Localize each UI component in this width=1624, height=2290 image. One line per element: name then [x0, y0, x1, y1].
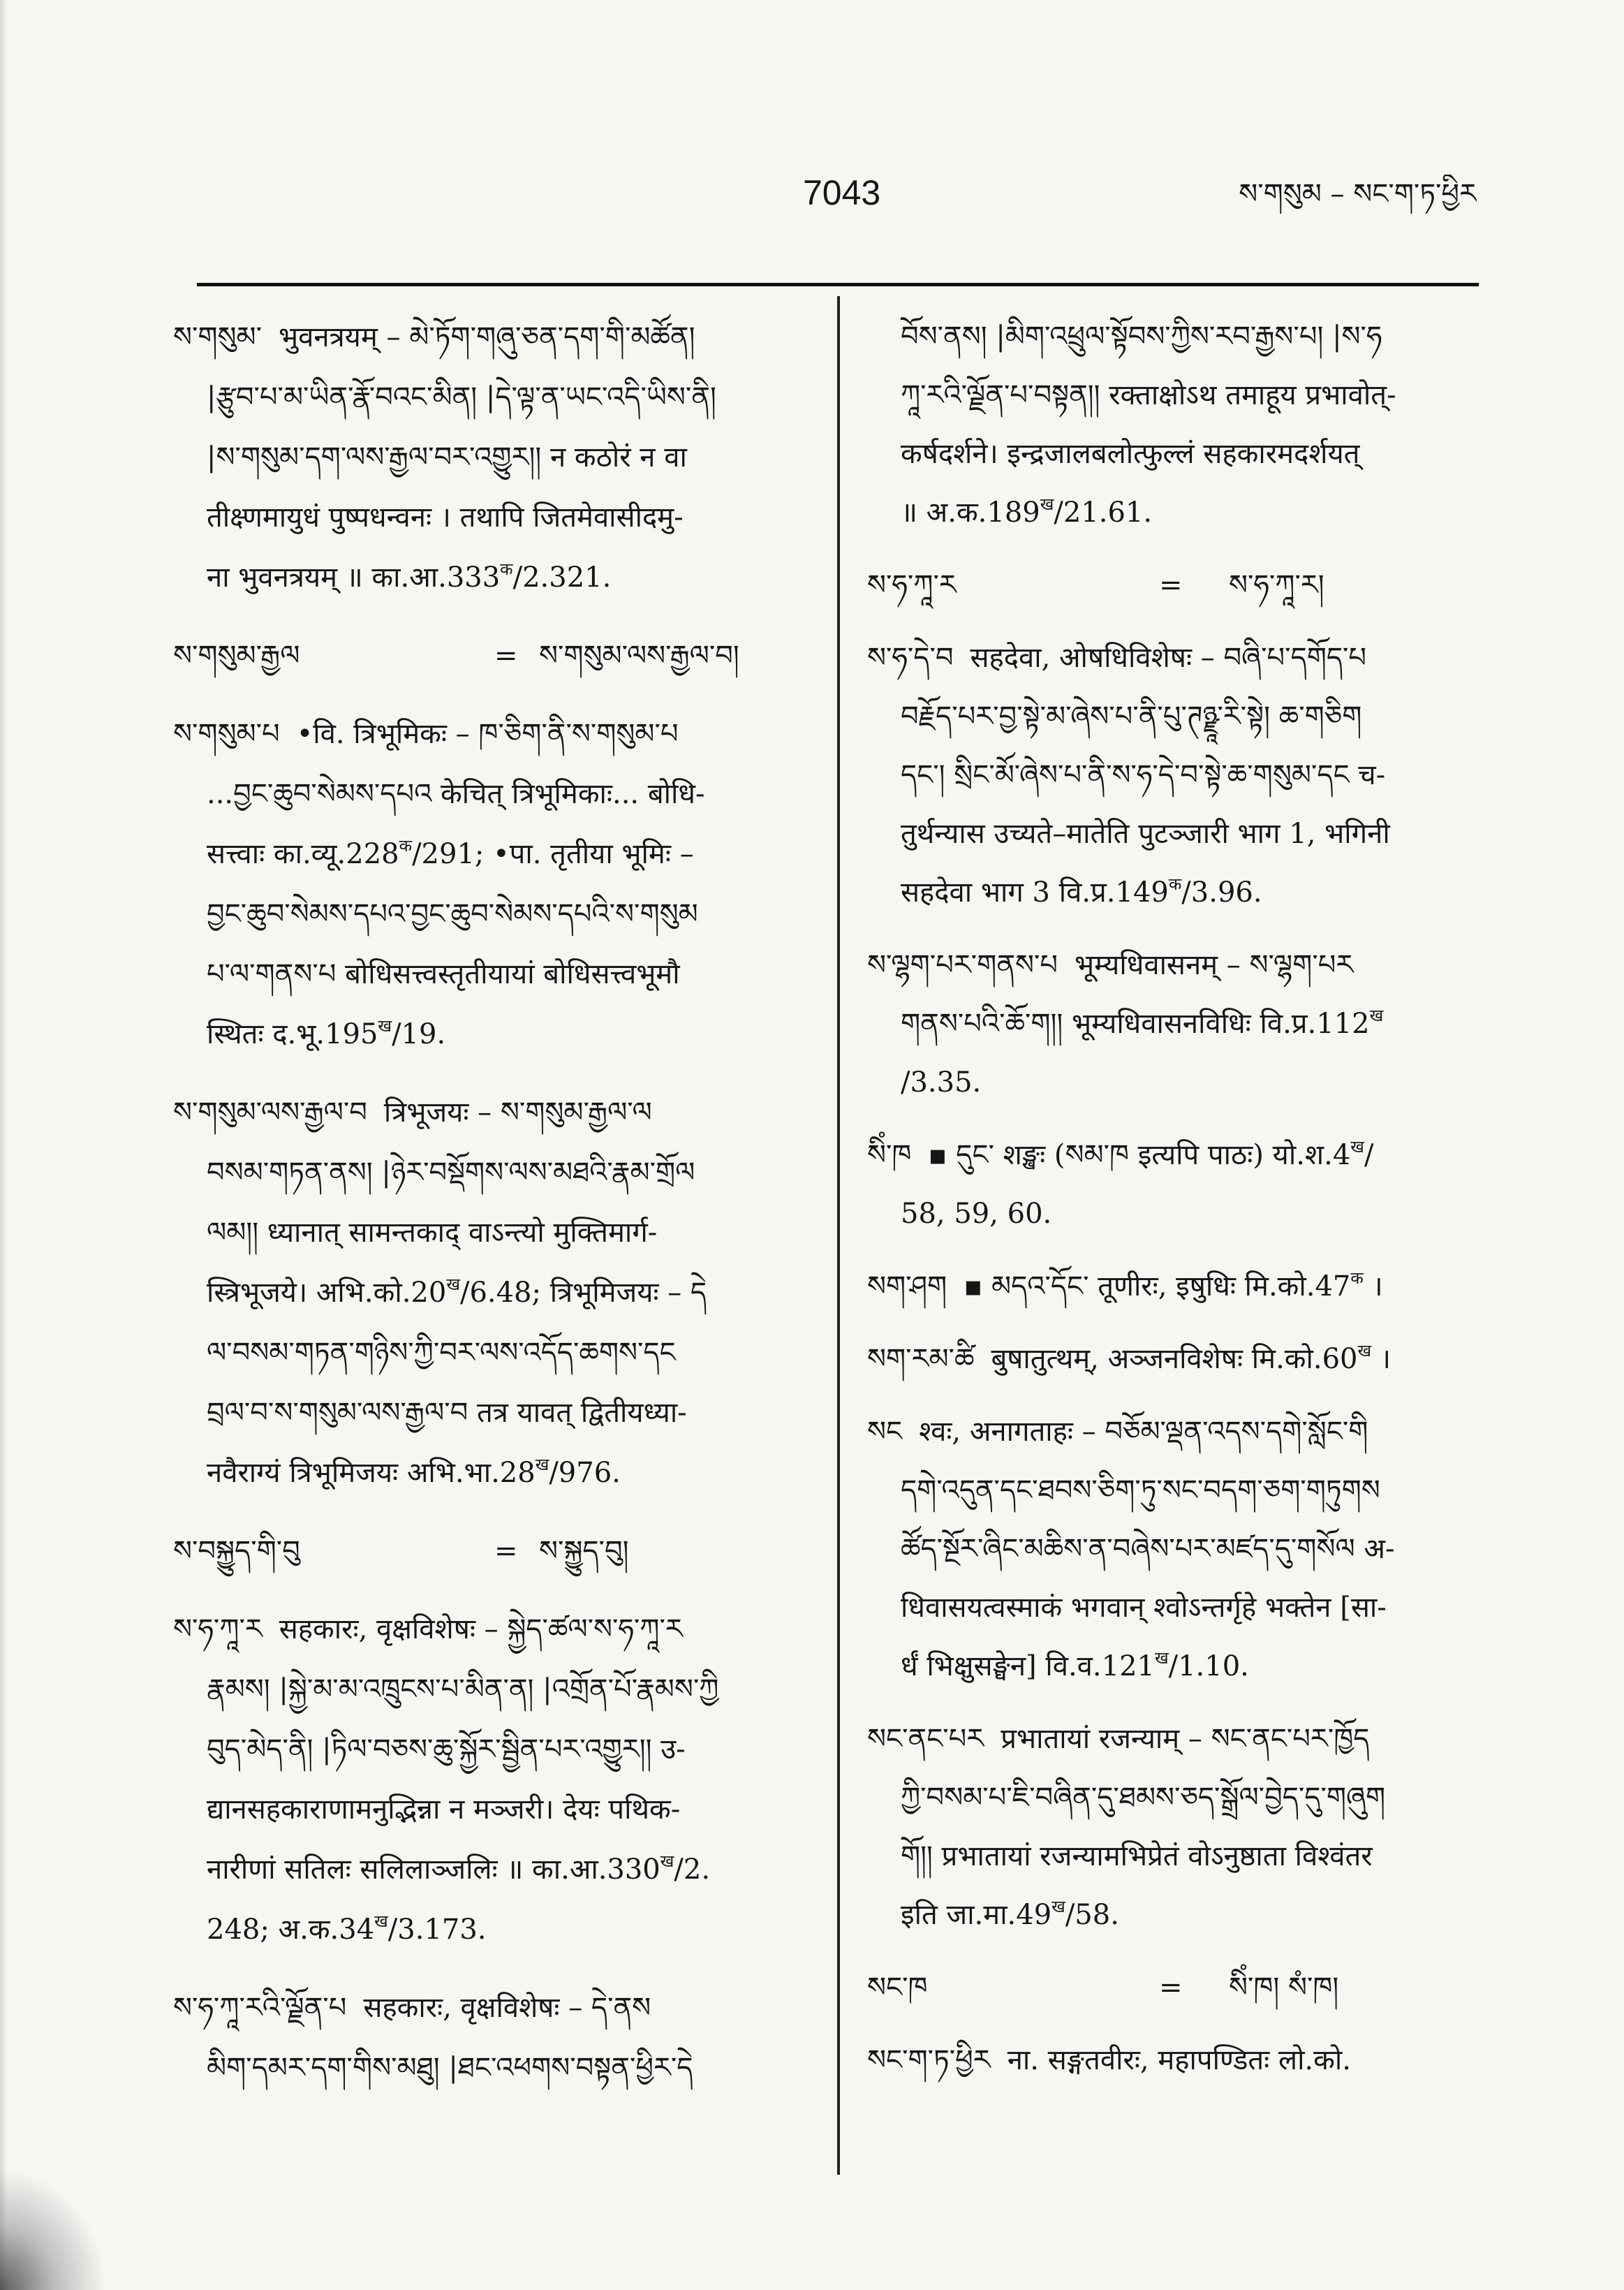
line-text — [901, 1053, 981, 1112]
dictionary-entry — [173, 307, 810, 608]
folio-superscript: ख — [1154, 1648, 1169, 1668]
entry-line — [173, 487, 810, 548]
entry-line — [867, 687, 1479, 746]
text-run: कर्षदर्शने। इन्द्रजालबलोत्फुल्लं सहकारमदर्शयत् — [901, 438, 1360, 470]
entry-line — [173, 884, 810, 944]
headword: ས་ཧ་ཀཱ་ར — [867, 569, 957, 601]
folio-superscript: ख — [1051, 1897, 1065, 1917]
entry-line — [867, 1827, 1479, 1886]
text-run: ॥ अ.क.189 — [901, 497, 1040, 529]
entry-line — [173, 824, 810, 884]
line-text — [207, 1900, 487, 1960]
entry-line — [173, 1599, 810, 1659]
dictionary-entry — [173, 1599, 810, 1960]
text-run: सहकारः, वृक्षविशेषः – དེ་ནས — [363, 1992, 651, 2024]
line-text — [207, 884, 698, 944]
text-run: བསམ་གཏན་ནས། |ཉེར་བསྡོགས་ལས་མཐའི་རྣམ་གྲོལ — [207, 1157, 695, 1189]
line-text — [173, 626, 739, 686]
entry-line — [867, 1637, 1479, 1696]
entry-line — [867, 1768, 1479, 1827]
text-run: सहदेवा भाग 3 वि.प्र.149 — [901, 876, 1169, 909]
entry-line — [173, 1323, 810, 1383]
text-run: ལ་བསམ་གཏན་གཉིས་ཀྱི་བར་ལས་འདོད་ཆགས་དང — [207, 1337, 676, 1369]
entry-line — [867, 1257, 1479, 1316]
text-run: सहकारः, वृक्षविशेषः – སྐྱེད་ཚལ་ས་ཧ་ཀཱ་ར — [279, 1613, 683, 1645]
entry-line — [867, 1958, 1479, 2017]
dictionary-entry — [173, 1082, 810, 1503]
folio-superscript: क — [500, 559, 513, 580]
line-text — [207, 1383, 687, 1443]
entry-line — [867, 1461, 1479, 1520]
text-run: । — [1363, 1270, 1383, 1302]
equals-sign: = — [494, 1535, 518, 1567]
line-text — [207, 1203, 657, 1263]
text-run: बुषातुत्थम्, अञ्जनविशेषः मि.को.60 — [991, 1343, 1358, 1375]
dictionary-entry — [867, 1710, 1479, 1944]
entry-line — [867, 556, 1479, 615]
text-run: ▪ དུང་ शङ्खः (སམ་ཁ इत्यपि पाठः) यो.श.4 — [928, 1139, 1351, 1171]
entry-line — [173, 1719, 810, 1779]
line-text — [901, 1827, 1373, 1886]
line-text — [173, 1978, 651, 2038]
entry-line — [867, 805, 1479, 863]
entry-line — [867, 1330, 1479, 1388]
headword: ས་བསྐྱུད་གི་བུ — [173, 1535, 300, 1567]
entry-line — [867, 1402, 1479, 1461]
text-run: 248; अ.क.34 — [207, 1914, 375, 1946]
line-text — [901, 994, 1383, 1053]
headword: སག་ཤག — [867, 1270, 947, 1302]
equals-sign: = — [494, 640, 518, 672]
text-run: དང་། སྲིང་མོ་ཞེས་པ་ནི་ས་ཧ་དེ་བ་སྟེ་ཆ་གསུམ་དང च- — [901, 759, 1386, 791]
line-text — [207, 367, 716, 427]
entry-line — [867, 1520, 1479, 1578]
text-run: /6.48; त्रिभूमिजयः – དེ — [459, 1277, 707, 1309]
right-column — [867, 307, 1479, 2090]
line-text — [207, 1143, 695, 1203]
line-text — [901, 1520, 1394, 1578]
cross-reference-target: ས་སྐྱུད་བུ། — [539, 1535, 629, 1567]
folio-superscript: ख — [1357, 1341, 1372, 1361]
line-text — [173, 1599, 683, 1659]
line-text — [901, 366, 1396, 425]
folio-superscript: ख — [378, 1016, 392, 1036]
dictionary-entry — [867, 629, 1479, 922]
equals-sign: = — [1159, 1972, 1183, 2004]
entry-line — [173, 307, 810, 367]
line-text — [173, 704, 679, 764]
line-text — [901, 1886, 1119, 1944]
text-run: र्धं भिक्षुसङ्घेन] वि.व.121 — [901, 1650, 1155, 1682]
folio-superscript: क — [1168, 874, 1182, 895]
text-run: |རྩུབ་པ་མ་ཡིན་རྣོ་བའང་མིན། |དེ་ལྟ་ན་ཡང་འདི་ཡིས་ནི། — [207, 381, 716, 413]
text-run: གནས་པའི་ཆོ་ག།། भूम्यधिवासनविधिः वि.प्र.112 — [901, 1008, 1370, 1040]
dictionary-entry — [867, 1402, 1479, 1696]
entry-line — [867, 425, 1479, 483]
text-run: सत्त्वाः का.व्यू.228 — [207, 838, 399, 870]
text-run: / — [1364, 1139, 1374, 1171]
text-run: •वि. त्रिभूमिकः – ཁ་ཅིག་ནི་ས་གསུམ་པ — [296, 718, 679, 750]
text-run: བྲལ་བ་ས་གསུམ་ལས་རྒྱལ་བ तत्र यावत् द्वितीयध्या- — [207, 1397, 687, 1429]
entry-line — [173, 367, 810, 427]
text-run: ना. सङ्गतवीरः, महापण्डितः लो.को. — [1007, 2044, 1351, 2076]
text-run: तुर्थन्यास उच्यते–मातेति पुटञ्जारी भाग 1, भगिनी — [901, 818, 1390, 850]
entry-line — [173, 944, 810, 1004]
entry-line — [173, 1900, 810, 1960]
text-run: བོས་ནས། |མིག་འཕྲུལ་སྟོབས་ཀྱིས་རབ་རྒྱས་པ། |ས་ཧ — [901, 321, 1382, 353]
text-run: त्रिभूजयः – ས་གསུམ་རྒྱལ་ལ — [383, 1096, 652, 1129]
dictionary-entry — [867, 1257, 1479, 1316]
text-run: भूम्यधिवासनम् – ས་ལྷག་པར — [1075, 949, 1354, 981]
text-run: श्वः, अनागताहः – བཅོམ་ལྡན་འདས་དགེ་སློང་གི — [919, 1416, 1368, 1448]
entry-line — [173, 548, 810, 608]
entry-line — [173, 2038, 810, 2098]
text-run: /2.321. — [512, 562, 612, 594]
text-run: सहदेवा, ओषधिविशेषः – བཞི་པ་དགོད་པ — [970, 642, 1367, 674]
scan-artifact — [0, 2172, 105, 2290]
dictionary-entry — [867, 1330, 1479, 1388]
dictionary-entry — [867, 2031, 1479, 2090]
dictionary-entry — [867, 936, 1479, 1112]
line-text — [901, 1184, 1051, 1243]
line-text — [867, 1126, 1373, 1184]
entry-line — [173, 1203, 810, 1263]
text-run: /291; •पा. तृतीया भूमिः – — [412, 838, 694, 870]
cross-reference-entry — [173, 1521, 810, 1581]
text-run: རྣམས། |སྐྱེ་མ་མ་འཁྲུངས་པ་མིན་ན། |འགྲོན་པོ་རྣམས་ཀྱི — [207, 1673, 719, 1705]
entry-line — [173, 1779, 810, 1840]
text-run: དགེ་འདུན་དང་ཐབས་ཅིག་ཏུ་སང་བདག་ཅག་གཏུགས — [901, 1474, 1380, 1506]
text-run: /3.96. — [1181, 876, 1262, 909]
text-run: /1.10. — [1168, 1650, 1249, 1682]
folio-superscript: क — [399, 836, 413, 856]
headword: སང་ག་ཏ་ཕྱིར — [867, 2044, 991, 2076]
line-text — [867, 556, 1324, 615]
entry-line — [173, 1443, 810, 1503]
text-run: /21.61. — [1054, 497, 1153, 529]
text-run: /2. — [674, 1854, 711, 1886]
line-text — [867, 1330, 1391, 1388]
folio-superscript: ख — [374, 1911, 388, 1932]
text-run: ཀྱི་བསམ་པ་ཇི་བཞིན་དུ་ཐམས་ཅད་སྒྲོལ་བྱེད་དུ་གཞུག — [901, 1782, 1386, 1814]
line-text — [867, 1257, 1383, 1316]
entry-line — [173, 1143, 810, 1203]
line-text — [901, 863, 1262, 922]
dictionary-entry — [173, 1978, 810, 2098]
line-text — [901, 425, 1359, 483]
running-head: ས་གསུམ – སང་ག་ཏ་ཕྱིར — [1239, 178, 1477, 210]
cross-reference-target: སིཾ་ཁ། སཾ་ཁ། — [1229, 1972, 1339, 2004]
line-text — [867, 936, 1353, 994]
line-text — [901, 1637, 1249, 1696]
text-run: तीक्ष्णमायुधं पुष्पधन्वनः । तथापि जितमेवासीदमु- — [207, 501, 684, 534]
line-text — [207, 1840, 710, 1900]
entry-line — [173, 1521, 810, 1581]
folio-superscript: ख — [1040, 494, 1054, 515]
folio-superscript: ख — [535, 1455, 549, 1475]
line-text — [207, 1719, 686, 1779]
line-text — [901, 805, 1390, 863]
line-text — [173, 1082, 652, 1143]
folio-superscript: ख — [1369, 1006, 1384, 1026]
line-text — [207, 427, 687, 487]
column-divider — [837, 296, 840, 2175]
line-text — [207, 764, 705, 824]
text-run: |ས་གསུམ་དག་ལས་རྒྱལ་བར་འགྱུར།། न कठोरं न वा — [207, 441, 687, 474]
headword: ས་ཧ་ཀཱ་ར — [173, 1613, 263, 1645]
text-run: མིག་དམར་དག་གིས་མཐུ། |ཐང་འཕགས་བསྟན་ཕྱིར་དེ — [207, 2052, 693, 2084]
line-text — [901, 1461, 1380, 1520]
entry-line — [173, 427, 810, 487]
entry-line — [867, 307, 1479, 366]
text-run: ལམ།། ध्यानात् सामन्तकाद् वाऽन्त्यो मुक्तिमार्ग- — [207, 1217, 658, 1249]
entry-line — [867, 1578, 1479, 1637]
entry-line — [867, 936, 1479, 994]
cross-reference-entry — [867, 556, 1479, 615]
cross-reference-entry — [867, 1958, 1479, 2017]
headword: ས་གསུམ་པ — [173, 718, 280, 750]
headword: སང་ནང་པར — [867, 1723, 984, 1755]
text-run: བུད་མེད་ནི། |ཏིལ་བཅས་ཆུ་སྐྱོར་སྦྱིན་པར་འགྱུར།། उ- — [207, 1733, 686, 1766]
page-number: 7043 — [803, 173, 881, 212]
line-text — [173, 1521, 628, 1581]
line-text — [207, 1659, 718, 1719]
text-run: नारीणां सतिलः सलिलाञ्जलिः ॥ का.आ.330 — [207, 1854, 660, 1886]
folio-superscript: ख — [660, 1851, 674, 1872]
entry-line — [867, 1886, 1479, 1944]
headword: སིཾ་ཁ — [867, 1139, 912, 1171]
headword: ས་གསུམ་རྒྱལ — [173, 640, 300, 672]
text-run: ཀཱ་རའི་ལྗོན་པ་བསྟན།། रक्ताक्षोऽथ तमाहूय प्रभावोत्- — [901, 379, 1396, 411]
text-run: 58, 59, 60. — [901, 1198, 1052, 1230]
text-run: པ་ལ་གནས་པ बोधिसत्त्वस्तृतीयायां बोधिसत्त्वभूमौ — [207, 958, 680, 990]
left-column — [173, 307, 810, 2098]
header-rule — [197, 283, 1479, 286]
text-run: धिवासयत्वस्माकं भगवान् श्वोऽन्तर्गृहे भक्तेन [सा- — [901, 1592, 1387, 1624]
scan-edge-shadow — [0, 0, 7, 2290]
line-text — [901, 687, 1361, 746]
line-text — [207, 2038, 693, 2098]
equals-sign: = — [1159, 569, 1183, 601]
entry-line — [867, 1710, 1479, 1768]
text-run: नवैराग्यं त्रिभूमिजयः अभि.भा.28 — [207, 1457, 536, 1489]
entry-line — [173, 1659, 810, 1719]
entry-line — [867, 1184, 1479, 1243]
entry-line — [173, 1263, 810, 1323]
headword: ས་ཧ་དེ་བ — [867, 642, 954, 674]
entry-line — [173, 764, 810, 824]
entry-line — [867, 629, 1479, 687]
entry-line — [867, 1053, 1479, 1112]
line-text — [207, 944, 680, 1004]
entry-line — [867, 1126, 1479, 1184]
text-run: /58. — [1065, 1899, 1119, 1931]
line-text — [207, 1004, 445, 1064]
entry-line — [867, 2031, 1479, 2090]
line-text — [173, 307, 695, 367]
text-run: བརྗོད་པར་བྱ་སྟེ་མ་ཞེས་པ་ནི་པུ་ཊཉྫཱ་རི་སྟེ། ཆ་གཅིག — [901, 700, 1362, 733]
text-run: । — [1371, 1343, 1392, 1375]
text-run: ཚོད་སྔོར་ཞིང་མཆིས་ན་བཞེས་པར་མཛད་དུ་གསོལ अ- — [901, 1533, 1395, 1565]
entry-line — [867, 863, 1479, 922]
entry-line — [173, 1004, 810, 1064]
line-text — [207, 1263, 707, 1323]
dictionary-entry — [867, 1126, 1479, 1243]
line-text — [901, 1578, 1387, 1637]
headword: སང་ཁ — [867, 1972, 928, 2004]
line-text — [867, 629, 1366, 687]
folio-superscript: क — [1350, 1268, 1364, 1289]
entry-line — [173, 626, 810, 686]
folio-superscript: ख — [1350, 1137, 1364, 1157]
text-run: भुवनत्रयम् – མེ་ཏོག་གཞུ་ཅན་དག་གི་མཚོན། — [279, 321, 695, 353]
headword: ས་གསུམ་ལས་རྒྱལ་བ — [173, 1096, 367, 1129]
line-text — [901, 483, 1152, 542]
cross-reference-target: ས་གསུམ་ལས་རྒྱལ་བ། — [539, 640, 739, 672]
text-run: स्थितः द.भू.195 — [207, 1018, 378, 1050]
line-text — [901, 746, 1385, 805]
dictionary-entry — [173, 704, 810, 1064]
entry-line — [867, 366, 1479, 425]
entry-line — [173, 1082, 810, 1143]
entry-line — [867, 483, 1479, 542]
headword: ས་ཧ་ཀཱ་རའི་ལྗོན་པ — [173, 1992, 347, 2024]
text-run: གོ།། प्रभातायां रजन्यामभिप्रेतं वोऽनुष्ठाता विश्वंतर — [901, 1840, 1373, 1872]
text-run: /19. — [392, 1018, 446, 1050]
line-text — [901, 307, 1382, 366]
text-run: स्त्रिभूजये। अभि.को.20 — [207, 1277, 447, 1309]
line-text — [867, 1958, 1338, 2017]
entry-line — [173, 1383, 810, 1443]
dictionary-entry — [867, 307, 1479, 542]
entry-line — [867, 746, 1479, 805]
text-run: द्यानसहकाराणामनुद्भिन्ना न मञ्जरी। देयः पथिक- — [207, 1793, 681, 1826]
line-text — [867, 2031, 1351, 2090]
line-text — [207, 1323, 676, 1383]
headword: ས་ལྷག་པར་གནས་པ — [867, 949, 1058, 981]
entry-line — [173, 704, 810, 764]
entry-line — [173, 1840, 810, 1900]
text-run: ...བྱང་ཆུབ་སེམས་དཔའ केचित् त्रिभूमिकाः... बोधि- — [207, 778, 705, 810]
text-run: /3.173. — [387, 1914, 487, 1946]
line-text — [867, 1710, 1369, 1768]
entry-line — [867, 994, 1479, 1053]
folio-superscript: ख — [446, 1275, 460, 1295]
line-text — [901, 1768, 1385, 1827]
headword: ས་གསུམ་ — [173, 321, 263, 353]
cross-reference-target: ས་ཧ་ཀཱ་ར། — [1229, 569, 1324, 601]
text-run: प्रभातायां रजन्याम् – སང་ནང་པར་ཁྱོད — [1001, 1723, 1370, 1755]
line-text — [867, 1402, 1368, 1461]
headword: སག་རམ་ཚི — [867, 1343, 975, 1375]
text-run: ▪ མདའ་དོང་ तूणीरः, इषुधिः मि.को.47 — [964, 1270, 1351, 1302]
text-run: ना भुवनत्रयम् ॥ का.आ.333 — [207, 562, 501, 594]
text-run: /976. — [549, 1457, 621, 1489]
text-run: /3.35. — [901, 1066, 982, 1099]
entry-line — [173, 1978, 810, 2038]
line-text — [207, 824, 694, 884]
line-text — [207, 1443, 621, 1503]
line-text — [207, 1779, 680, 1840]
line-text — [207, 548, 611, 608]
headword: སང — [867, 1416, 903, 1448]
cross-reference-entry — [173, 626, 810, 686]
text-run: བྱང་ཆུབ་སེམས་དཔའ་བྱང་ཆུབ་སེམས་དཔའི་ས་གསུམ — [207, 898, 698, 930]
line-text — [207, 487, 684, 548]
text-run: इति जा.मा.49 — [901, 1899, 1052, 1931]
